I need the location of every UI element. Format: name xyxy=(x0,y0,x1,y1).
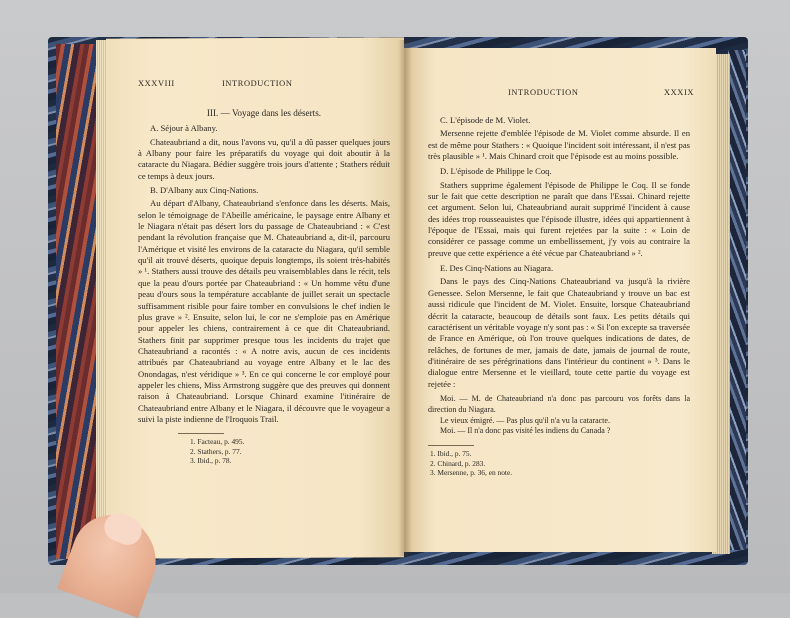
dialogue-line: Moi. — Il n'a donc pas visité les indiens du Canada ? xyxy=(440,426,611,436)
paragraph-d: Stathers supprime également l'épisode de Philippe le Coq. Il se fonde sur le fait que cette description ne paraît que dans l'Essai. Chinard rejette cet argument. Selon lui, Chateaubriand aurait supprimé l'incident à cause des idées trop rousseauistes que l'épisode illustre, idées qui appartiennent à l'époque de l'Essai, mais qui furent rejetées par la suite : « Loin de considérer ce passage comme un embellissement, j'y vois au contraire la preuve que cette expérience a été vécue par Chateaubriand » ². xyxy=(428,179,690,258)
left-folio: XXXVIII xyxy=(138,79,175,88)
left-text-block xyxy=(138,108,390,466)
footnote: 3. Mersenne, p. 36, en note. xyxy=(430,468,513,478)
right-text-block xyxy=(428,113,690,478)
dialogue-line: Le vieux émigré. — Pas plus qu'il n'a vu la cataracte. xyxy=(440,415,610,425)
paragraph-a: Chateaubriand a dit, nous l'avons vu, qu'il a dû passer quelques jours à Albany pour faire les préparatifs du voyage qui doit aboutir à la cataracte du Niagara. Bédier suggère trois jours d'attente ; Stathers réduit ce temps à deux jours. xyxy=(138,136,390,181)
paragraph-e: Dans le pays des Cinq-Nations Chateaubriand va jusqu'à la rivière Genessee. Selon Mersenne, le fait que Chateaubriand y trouve un bac est aussi ridicule que l'incident de M. Violet. Ensuite, lorsque Chateaubriand décrit la cataracte, beaucoup de détails sont faux. Les petits détails qui caractérisent un véritable voyage n'y sont pas : « Si l'on excepte sa traversée de France en Amérique, où l'on trouve quelques indications de dates, de relâches, de fortunes de mer, jamais de date, jamais de journal de route, d'itinéraire de ses pérégrinations dans l'intérieur du continent » ³. Dans le dialogue entre Mersenne et le vieillard, toute cette partie du voyage est rejetée : xyxy=(428,276,690,389)
right-running-head: INTRODUCTION xyxy=(508,88,579,97)
left-footnotes xyxy=(138,437,390,466)
footnote: 2. Chinard, p. 283. xyxy=(430,458,486,468)
footnote-rule xyxy=(178,433,224,434)
section-title: III. — Voyage dans les déserts. xyxy=(206,108,322,118)
book-gutter xyxy=(398,40,412,556)
paragraph-b: Au départ d'Albany, Chateaubriand s'enfonce dans les déserts. Mais, selon le témoignage de l'Abeille américaine, le paysage entre Albany et le Niagara n'était pas désert lors du passage de Chateaubriand : « C'est pendant la révolution française que M. Chateaubriand a, dit-il, parcouru l'Amérique et visité les environs de la cataracte du Niagara, qu'il semble qu'il ait trouvé déserts, quoique depuis longtemps, ils soient très-habités » ¹. Stathers aussi trouve des détails peu vraisemblables dans le récit, tels que la peau d'ours portée par Chateaubriand : « Un homme vêtu d'une peau d'ours sous la température accablante de juillet serait un spectacle suffisamment risible pour faire tomber en convulsions le chef indien le plus grave » ². Ensuite, selon lui, le cor ne s'emploie pas en Amérique pour appeler les chiens, contrairement à ce que dit Chateaubriand. Stathers finit par supprimer presque tous les incidents du trajet que Chateaubriand a racontés : « A notre avis, aucun de ces incidents attribués par Chateaubriand au voyage entre Albany et le lac des Onondagas, n'est véridique » ³. En ce qui concerne le cor employé pour appeler les chiens, Miss Armstrong suggère que des preuves qui donnent raison à Chateaubriand. Lorsque Chinard examine l'itinéraire de Chateaubriand entre Albany et le Niagara, il découvre que le voyageur a suivi la piste indienne de l'Iroquois Trail. xyxy=(138,198,390,424)
subheading-a: A. Séjour à Albany. xyxy=(150,123,218,134)
subheading-c: C. L'épisode de M. Violet. xyxy=(440,115,531,125)
subheading-b: B. D'Albany aux Cinq-Nations. xyxy=(150,185,259,196)
right-folio: XXXIX xyxy=(664,88,694,97)
dialogue-line: Moi. — M. de Chateaubriand n'a donc pas parcouru vos forêts dans la direction du Niagara. xyxy=(428,393,690,414)
right-footnotes xyxy=(428,449,690,478)
left-running-head: INTRODUCTION xyxy=(222,79,293,88)
subheading-d: D. L'épisode de Philippe le Coq. xyxy=(440,166,552,177)
dialogue-block xyxy=(428,394,690,437)
footnote: 3. Ibid., p. 78. xyxy=(190,456,232,466)
footnote: 1. Ibid., p. 75. xyxy=(430,449,472,459)
subheading-e: E. Des Cinq-Nations au Niagara. xyxy=(440,263,554,274)
footnote: 2. Stathers, p. 77. xyxy=(190,446,242,456)
marbled-endpaper-right xyxy=(728,50,746,550)
paragraph-c: Mersenne rejette d'emblée l'épisode de M. Violet comme absurde. Il en est de même pour Stathers : « Quoique l'incident soit intéressant, il n'est pas très plausible » ¹. Mais Chinard croit que l'épisode est au moins possible. xyxy=(428,128,690,162)
footnote: 1. Facteau, p. 495. xyxy=(190,437,245,447)
footnote-rule xyxy=(428,445,474,446)
